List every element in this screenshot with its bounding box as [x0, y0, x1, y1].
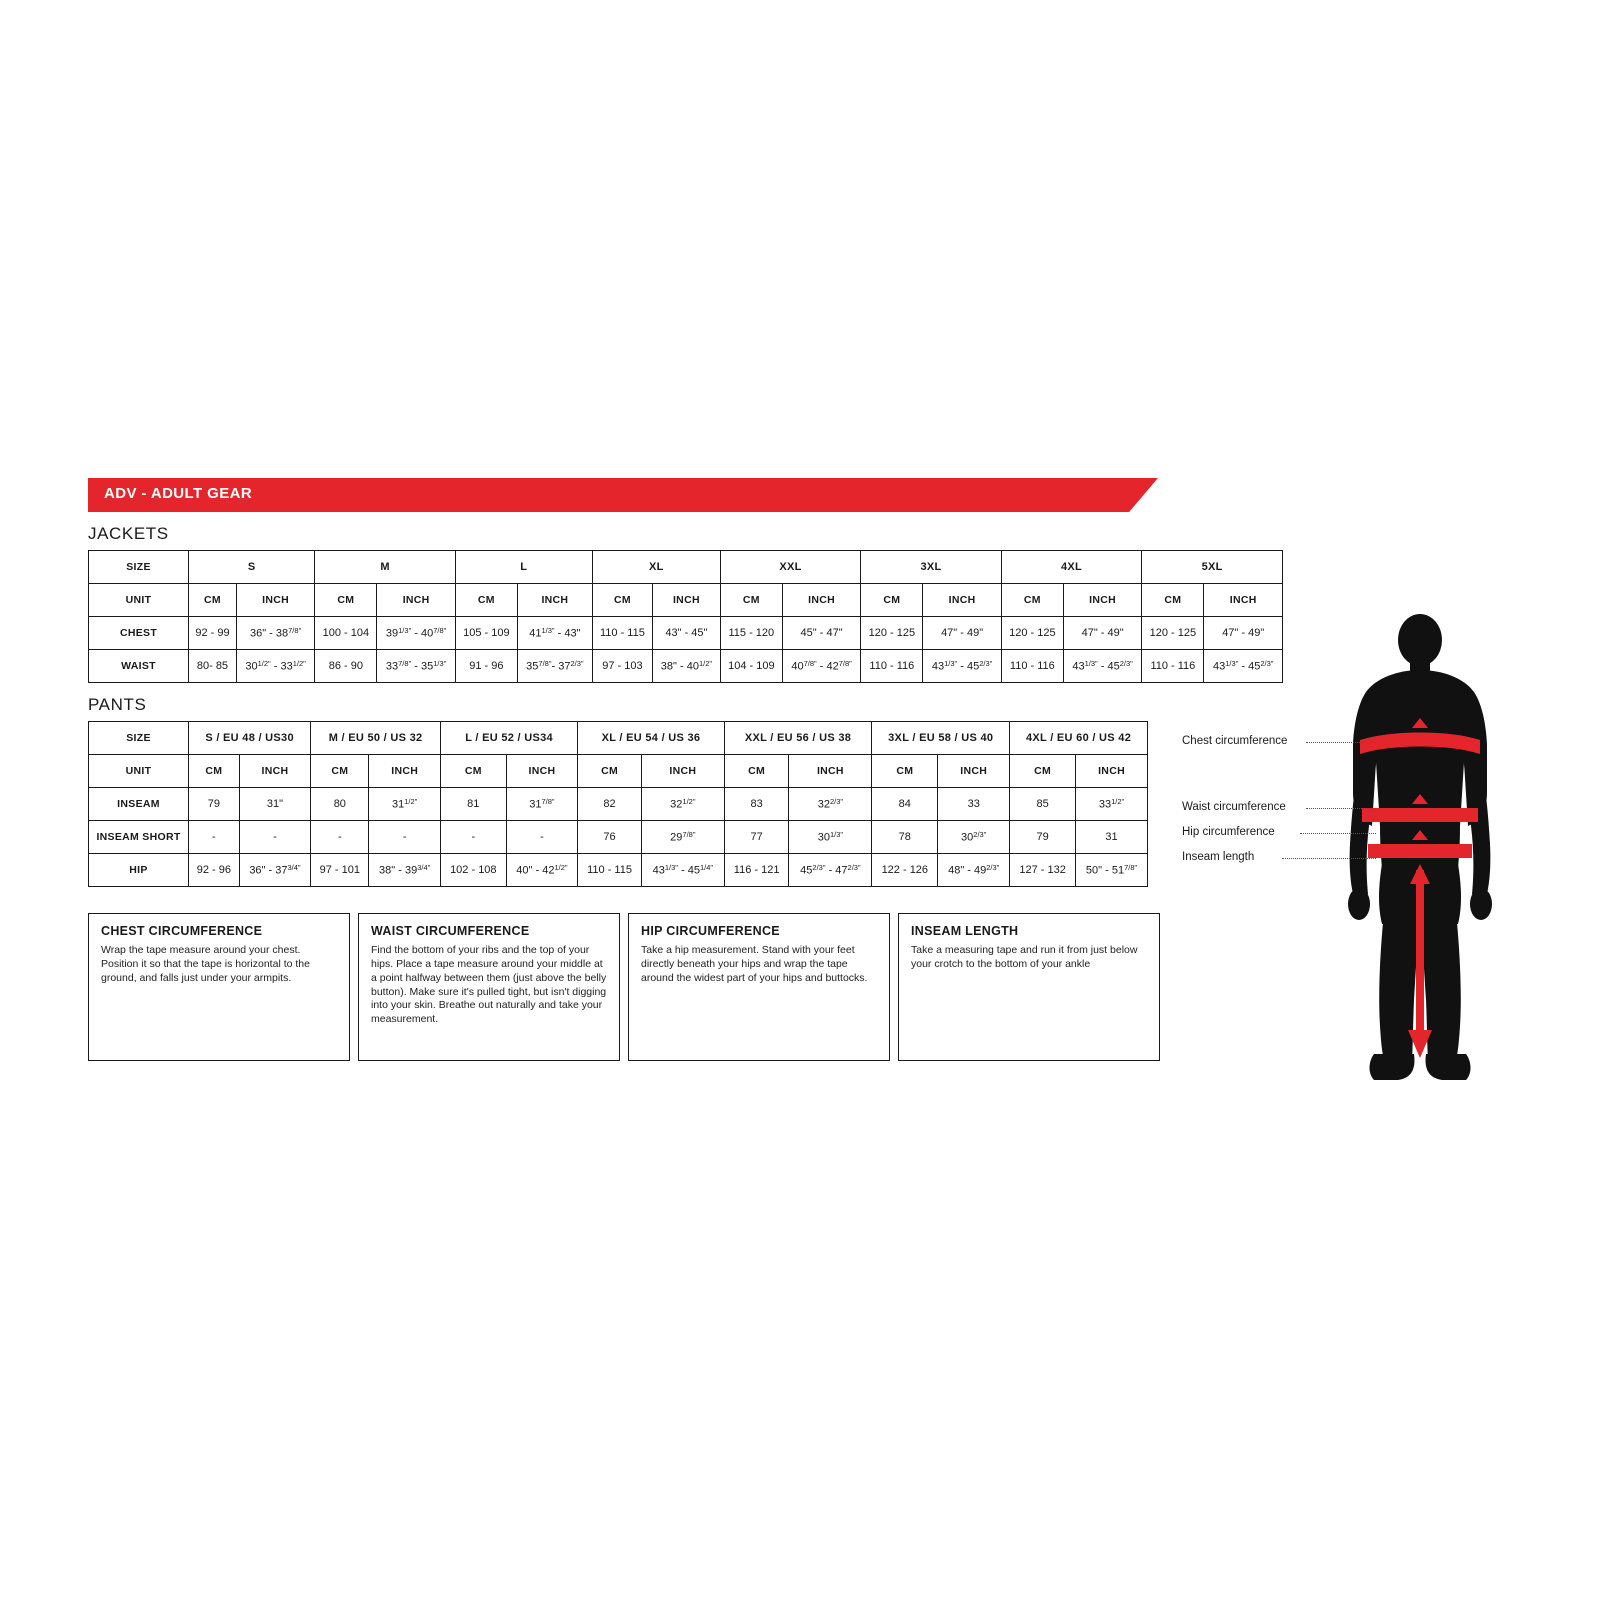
unit-cm-7: CM: [1010, 755, 1076, 788]
cell-inch: 40" - $42^{1/2"}$: [506, 854, 578, 887]
pants-size-table: [88, 721, 1148, 887]
cell-inch: $30^{1/3"}$: [789, 821, 872, 854]
cell-cm: 81: [440, 788, 506, 821]
cell-cm: 82: [578, 788, 642, 821]
cell-cm: 115 - 120: [720, 617, 782, 650]
cell-inch: 38" - $39^{3/4"}$: [369, 854, 441, 887]
size-header-5: XXL: [720, 551, 861, 584]
unit-inch-8: INCH: [1204, 584, 1283, 617]
unit-cm-8: CM: [1142, 584, 1204, 617]
cell-cm: 85: [1010, 788, 1076, 821]
cell-inch: 48" - $49^{2/3"}$: [938, 854, 1010, 887]
size-header-5: XXL / EU 56 / US 38: [724, 722, 872, 755]
cell-cm: 79: [1010, 821, 1076, 854]
cell-inch: $43^{1/3"} - 45^{1/4"}$: [641, 854, 724, 887]
adult-gear-banner: [88, 478, 1158, 512]
cell-inch: 47" - 49": [923, 617, 1001, 650]
unit-inch-5: INCH: [782, 584, 860, 617]
size-header-4: XL: [592, 551, 720, 584]
callout-inseam: Inseam length: [1182, 851, 1255, 863]
callout-waist: Waist circumference: [1182, 801, 1286, 813]
cell-cm: 116 - 121: [724, 854, 789, 887]
unit-inch-1: INCH: [236, 584, 314, 617]
cell-cm: -: [189, 821, 240, 854]
jackets-size-table: [88, 550, 1283, 683]
cell-inch: $43^{1/3"} - 45^{2/3"}$: [923, 650, 1001, 683]
info-box-chest-text: Wrap the tape measure around your chest. Position it so that the tape is horizontal to the ground, and falls just under your armpits.: [101, 944, 310, 984]
cell-inch: $30^{2/3"}$: [938, 821, 1010, 854]
cell-inch: $29^{7/8"}$: [641, 821, 724, 854]
cell-inch: 43" - 45": [653, 617, 721, 650]
cell-inch: 47" - 49": [1063, 617, 1141, 650]
cell-inch: $33^{7/8"} - 35^{1/3"}$: [377, 650, 455, 683]
unit-inch-4: INCH: [653, 584, 721, 617]
info-box-hip-text: Take a hip measurement. Stand with your feet directly beneath your hips and wrap the tape around the widest part of your hips and buttocks.: [641, 944, 868, 984]
unit-inch-4: INCH: [641, 755, 724, 788]
cell-cm: -: [440, 821, 506, 854]
cell-cm: 80- 85: [189, 650, 237, 683]
info-box-waist: [358, 913, 620, 1061]
unit-inch-2: INCH: [377, 584, 455, 617]
leader-line-chest: [1306, 742, 1376, 743]
measurement-instruction-boxes: [88, 913, 1508, 1061]
size-header-3: L / EU 52 / US34: [440, 722, 577, 755]
unit-inch-3: INCH: [506, 755, 578, 788]
unit-inch-6: INCH: [938, 755, 1010, 788]
unit-inch-7: INCH: [1076, 755, 1148, 788]
unit-cm-3: CM: [440, 755, 506, 788]
unit-cm-4: CM: [578, 755, 642, 788]
cell-inch: $43^{1/3"} - 45^{2/3"}$: [1204, 650, 1283, 683]
leader-line-hip: [1300, 833, 1376, 834]
size-header-8: 5XL: [1142, 551, 1283, 584]
unit-inch-5: INCH: [789, 755, 872, 788]
cell-inch: 36" - $37^{3/4"}$: [239, 854, 311, 887]
size-header-7: 4XL / EU 60 / US 42: [1010, 722, 1148, 755]
cell-inch: 45" - 47": [782, 617, 860, 650]
cell-cm: 97 - 101: [311, 854, 369, 887]
unit-cm-1: CM: [189, 755, 240, 788]
unit-cm-4: CM: [592, 584, 652, 617]
unit-cm-5: CM: [720, 584, 782, 617]
unit-cm-2: CM: [315, 584, 377, 617]
unit-cm-6: CM: [872, 755, 938, 788]
cell-cm: 110 - 115: [592, 617, 652, 650]
cell-inch: $45^{2/3"} - 47^{2/3"}$: [789, 854, 872, 887]
unit-inch-7: INCH: [1063, 584, 1141, 617]
cell-cm: 120 - 125: [1142, 617, 1204, 650]
table-row-unit-header: [89, 584, 1283, 617]
cell-inch: 33: [938, 788, 1010, 821]
info-box-hip: [628, 913, 890, 1061]
info-box-chest-title: CHEST CIRCUMFERENCE: [101, 924, 263, 938]
cell-cm: 91 - 96: [455, 650, 517, 683]
size-chart-sheet: [88, 478, 1508, 1061]
cell-cm: 104 - 109: [720, 650, 782, 683]
unit-inch-1: INCH: [239, 755, 311, 788]
cell-cm: 100 - 104: [315, 617, 377, 650]
callout-hip: Hip circumference: [1182, 826, 1275, 838]
table-row-unit-header: [89, 755, 1148, 788]
row-label-inseam: INSEAM: [89, 788, 189, 821]
table-row-size-header: [89, 551, 1283, 584]
cell-inch: 50" - $51^{7/8"}$: [1076, 854, 1148, 887]
cell-cm: 83: [724, 788, 789, 821]
size-header-2: M / EU 50 / US 32: [311, 722, 441, 755]
cell-cm: 120 - 125: [861, 617, 923, 650]
cell-inch: -: [369, 821, 441, 854]
leader-line-inseam: [1282, 858, 1376, 859]
table-row: [89, 650, 1283, 683]
size-header-7: 4XL: [1001, 551, 1142, 584]
size-row-label: SIZE: [89, 722, 189, 755]
table-row: [89, 854, 1148, 887]
size-header-1: S: [189, 551, 315, 584]
cell-cm: 110 - 116: [1001, 650, 1063, 683]
cell-inch: $43^{1/3"} - 45^{2/3"}$: [1063, 650, 1141, 683]
banner-title: ADV - ADULT GEAR: [104, 485, 253, 502]
row-label-chest: CHEST: [89, 617, 189, 650]
row-label-inseam-short: INSEAM SHORT: [89, 821, 189, 854]
pants-section-title: PANTS: [88, 695, 147, 714]
unit-cm-5: CM: [724, 755, 789, 788]
cell-cm: 110 - 115: [578, 854, 642, 887]
table-row-size-header: [89, 722, 1148, 755]
cell-cm: 110 - 116: [861, 650, 923, 683]
size-row-label: SIZE: [89, 551, 189, 584]
jackets-section-title: JACKETS: [88, 524, 169, 543]
cell-cm: 127 - 132: [1010, 854, 1076, 887]
cell-inch: $33^{1/2"}$: [1076, 788, 1148, 821]
cell-cm: 78: [872, 821, 938, 854]
cell-inch: $30^{1/2"} - 33^{1/2"}$: [236, 650, 314, 683]
unit-row-label: UNIT: [89, 755, 189, 788]
cell-cm: 79: [189, 788, 240, 821]
cell-inch: $31^{7/8"}$: [506, 788, 578, 821]
body-measurement-figure: [1320, 612, 1520, 1092]
cell-inch: 31: [1076, 821, 1148, 854]
size-header-4: XL / EU 54 / US 36: [578, 722, 725, 755]
unit-row-label: UNIT: [89, 584, 189, 617]
info-box-inseam: [898, 913, 1160, 1061]
size-header-2: M: [315, 551, 456, 584]
cell-inch: $32^{2/3"}$: [789, 788, 872, 821]
unit-inch-6: INCH: [923, 584, 1001, 617]
cell-inch: -: [506, 821, 578, 854]
cell-inch: -: [239, 821, 311, 854]
cell-cm: 76: [578, 821, 642, 854]
info-box-inseam-title: INSEAM LENGTH: [911, 924, 1019, 938]
size-header-6: 3XL: [861, 551, 1002, 584]
unit-cm-3: CM: [455, 584, 517, 617]
info-box-inseam-text: Take a measuring tape and run it from just below your crotch to the bottom of your ankle: [911, 944, 1138, 970]
cell-cm: 110 - 116: [1142, 650, 1204, 683]
cell-inch: $31^{1/2"}$: [369, 788, 441, 821]
cell-inch: $35^{7/8"}-$ $37^{2/3"}$: [517, 650, 592, 683]
cell-cm: 77: [724, 821, 789, 854]
unit-inch-3: INCH: [517, 584, 592, 617]
leader-line-waist: [1306, 808, 1376, 809]
info-box-chest: [88, 913, 350, 1061]
callout-chest: Chest circumference: [1182, 735, 1288, 747]
table-row: [89, 788, 1148, 821]
cell-cm: 80: [311, 788, 369, 821]
info-box-hip-title: HIP CIRCUMFERENCE: [641, 924, 780, 938]
info-box-waist-title: WAIST CIRCUMFERENCE: [371, 924, 530, 938]
unit-inch-2: INCH: [369, 755, 441, 788]
cell-cm: 97 - 103: [592, 650, 652, 683]
cell-inch: 38" - $40^{1/2"}$: [653, 650, 721, 683]
row-label-hip: HIP: [89, 854, 189, 887]
cell-cm: 92 - 99: [189, 617, 237, 650]
cell-cm: 105 - 109: [455, 617, 517, 650]
cell-inch: $41^{1/3"} - 43$": [517, 617, 592, 650]
row-label-waist: WAIST: [89, 650, 189, 683]
cell-cm: 122 - 126: [872, 854, 938, 887]
size-header-3: L: [455, 551, 592, 584]
cell-inch: $32^{1/2"}$: [641, 788, 724, 821]
table-row: [89, 821, 1148, 854]
table-row: [89, 617, 1283, 650]
size-header-1: S / EU 48 / US30: [189, 722, 311, 755]
cell-cm: 86 - 90: [315, 650, 377, 683]
cell-inch: $40^{7/8"} - 42^{7/8"}$: [782, 650, 860, 683]
unit-cm-2: CM: [311, 755, 369, 788]
cell-cm: 102 - 108: [440, 854, 506, 887]
unit-cm-6: CM: [861, 584, 923, 617]
unit-cm-1: CM: [189, 584, 237, 617]
cell-inch: $39^{1/3"} - 40^{7/8"}$: [377, 617, 455, 650]
cell-inch: 31": [239, 788, 311, 821]
cell-cm: -: [311, 821, 369, 854]
cell-cm: 92 - 96: [189, 854, 240, 887]
cell-cm: 120 - 125: [1001, 617, 1063, 650]
size-header-6: 3XL / EU 58 / US 40: [872, 722, 1010, 755]
cell-inch: 36" - $38^{7/8"}$: [236, 617, 314, 650]
unit-cm-7: CM: [1001, 584, 1063, 617]
info-box-waist-text: Find the bottom of your ribs and the top of your hips. Place a tape measure around your middle at a point halfway between them (just above the belly button). Make sure it's pulled tight, but isn't digging into your skin. Breathe out naturally and take your measurement.: [371, 944, 607, 1026]
cell-cm: 84: [872, 788, 938, 821]
cell-inch: 47" - 49": [1204, 617, 1283, 650]
mannequin-silhouette-icon: [1320, 612, 1520, 1092]
